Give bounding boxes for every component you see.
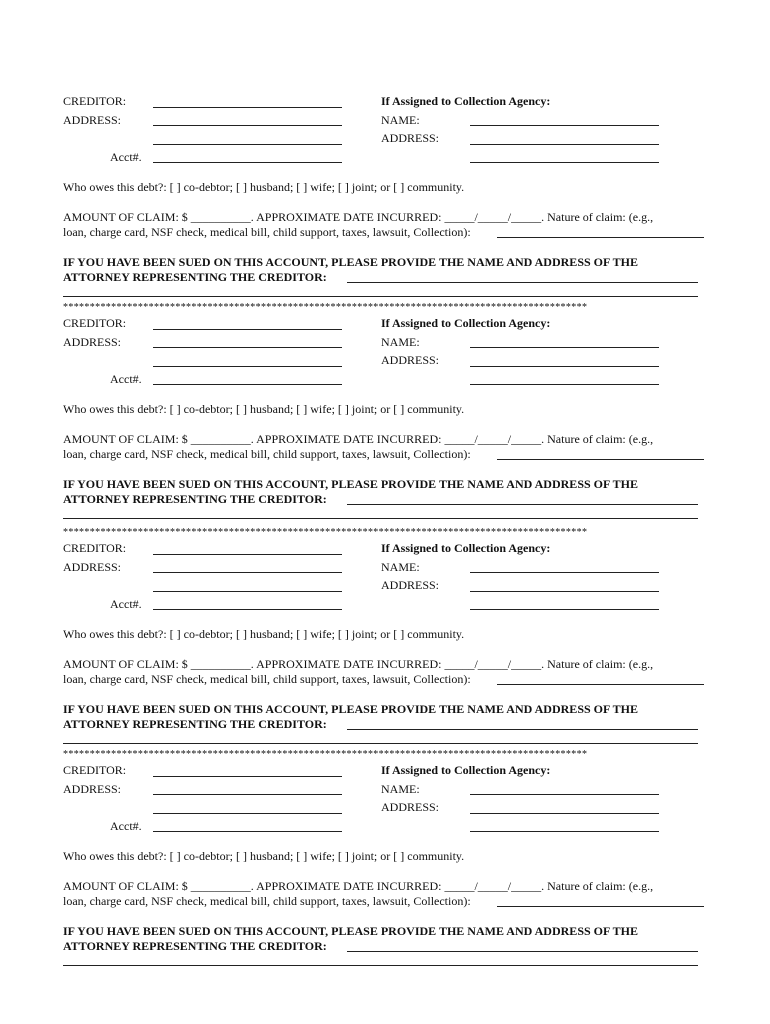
sued-line-1: IF YOU HAVE BEEN SUED ON THIS ACCOUNT, PLEASE PROVIDE THE NAME AND ADDRESS OF THE — [63, 255, 639, 269]
attorney-field-2[interactable] — [63, 965, 698, 966]
creditor-field[interactable] — [153, 107, 342, 108]
attorney-field-2[interactable] — [63, 518, 698, 519]
acct-label: Acct#. — [110, 597, 142, 611]
sued-line-2: ATTORNEY REPRESENTING THE CREDITOR: — [63, 270, 327, 284]
separator-stars: ************************************************************************************************** — [63, 527, 588, 538]
agency-heading: If Assigned to Collection Agency: — [381, 763, 551, 777]
agency-address-field-2[interactable] — [470, 831, 659, 832]
amount-line-2: loan, charge card, NSF check, medical bill, child support, taxes, lawsuit, Collection): — [63, 672, 471, 686]
creditor-field[interactable] — [153, 776, 342, 777]
creditor-field[interactable] — [153, 329, 342, 330]
acct-label: Acct#. — [110, 819, 142, 833]
amount-line-1: AMOUNT OF CLAIM: $ __________. APPROXIMATE DATE INCURRED: _____/_____/_____. Nature of claim: (e.g., — [63, 657, 654, 671]
agency-name-label: NAME: — [381, 560, 420, 574]
address-label: ADDRESS: — [63, 335, 122, 349]
acct-label: Acct#. — [110, 150, 142, 164]
amount-line-1: AMOUNT OF CLAIM: $ __________. APPROXIMATE DATE INCURRED: _____/_____/_____. Nature of claim: (e.g., — [63, 432, 654, 446]
separator-stars: ************************************************************************************************** — [63, 302, 588, 313]
sued-line-2: ATTORNEY REPRESENTING THE CREDITOR: — [63, 492, 327, 506]
who-owes-text: Who owes this debt?: [ ] co-debtor; [ ] husband; [ ] wife; [ ] joint; or [ ] community. — [63, 402, 465, 416]
acct-field[interactable] — [153, 384, 342, 385]
creditor-label: CREDITOR: — [63, 763, 127, 777]
acct-field[interactable] — [153, 162, 342, 163]
attorney-field-2[interactable] — [63, 296, 698, 297]
agency-heading: If Assigned to Collection Agency: — [381, 316, 551, 330]
agency-name-label: NAME: — [381, 113, 420, 127]
amount-line-2: loan, charge card, NSF check, medical bill, child support, taxes, lawsuit, Collection): — [63, 447, 471, 461]
creditor-label: CREDITOR: — [63, 316, 127, 330]
nature-of-claim-field[interactable] — [497, 459, 704, 460]
attorney-field-1[interactable] — [347, 504, 698, 505]
nature-of-claim-field[interactable] — [497, 237, 704, 238]
attorney-field-1[interactable] — [347, 282, 698, 283]
agency-address-field-1[interactable] — [470, 591, 659, 592]
agency-address-label: ADDRESS: — [381, 353, 440, 367]
agency-heading: If Assigned to Collection Agency: — [381, 94, 551, 108]
address-field-1[interactable] — [153, 125, 342, 126]
address-label: ADDRESS: — [63, 560, 122, 574]
who-owes-text: Who owes this debt?: [ ] co-debtor; [ ] husband; [ ] wife; [ ] joint; or [ ] community. — [63, 849, 465, 863]
address-field-2[interactable] — [153, 144, 342, 145]
address-field-2[interactable] — [153, 591, 342, 592]
sued-line-1: IF YOU HAVE BEEN SUED ON THIS ACCOUNT, PLEASE PROVIDE THE NAME AND ADDRESS OF THE — [63, 477, 639, 491]
amount-line-2: loan, charge card, NSF check, medical bill, child support, taxes, lawsuit, Collection): — [63, 894, 471, 908]
creditor-block-2 — [0, 302, 770, 538]
sued-line-2: ATTORNEY REPRESENTING THE CREDITOR: — [63, 939, 327, 953]
attorney-field-1[interactable] — [347, 951, 698, 952]
agency-address-label: ADDRESS: — [381, 578, 440, 592]
who-owes-text: Who owes this debt?: [ ] co-debtor; [ ] husband; [ ] wife; [ ] joint; or [ ] community. — [63, 627, 465, 641]
attorney-field-1[interactable] — [347, 729, 698, 730]
address-field-1[interactable] — [153, 794, 342, 795]
agency-address-field-2[interactable] — [470, 162, 659, 163]
creditor-block-4 — [0, 749, 770, 985]
attorney-field-2[interactable] — [63, 743, 698, 744]
sued-line-2: ATTORNEY REPRESENTING THE CREDITOR: — [63, 717, 327, 731]
nature-of-claim-field[interactable] — [497, 906, 704, 907]
agency-address-field-2[interactable] — [470, 384, 659, 385]
address-field-2[interactable] — [153, 813, 342, 814]
acct-field[interactable] — [153, 609, 342, 610]
agency-name-field[interactable] — [470, 125, 659, 126]
creditor-block-1 — [0, 94, 770, 316]
amount-line-2: loan, charge card, NSF check, medical bill, child support, taxes, lawsuit, Collection): — [63, 225, 471, 239]
acct-field[interactable] — [153, 831, 342, 832]
agency-heading: If Assigned to Collection Agency: — [381, 541, 551, 555]
sued-line-1: IF YOU HAVE BEEN SUED ON THIS ACCOUNT, PLEASE PROVIDE THE NAME AND ADDRESS OF THE — [63, 702, 639, 716]
agency-name-label: NAME: — [381, 335, 420, 349]
agency-address-label: ADDRESS: — [381, 131, 440, 145]
address-field-1[interactable] — [153, 347, 342, 348]
amount-line-1: AMOUNT OF CLAIM: $ __________. APPROXIMATE DATE INCURRED: _____/_____/_____. Nature of claim: (e.g., — [63, 879, 654, 893]
agency-address-label: ADDRESS: — [381, 800, 440, 814]
agency-address-field-2[interactable] — [470, 609, 659, 610]
address-label: ADDRESS: — [63, 113, 122, 127]
agency-address-field-1[interactable] — [470, 366, 659, 367]
creditor-field[interactable] — [153, 554, 342, 555]
agency-name-label: NAME: — [381, 782, 420, 796]
who-owes-text: Who owes this debt?: [ ] co-debtor; [ ] husband; [ ] wife; [ ] joint; or [ ] community. — [63, 180, 465, 194]
sued-line-1: IF YOU HAVE BEEN SUED ON THIS ACCOUNT, PLEASE PROVIDE THE NAME AND ADDRESS OF THE — [63, 924, 639, 938]
agency-name-field[interactable] — [470, 572, 659, 573]
address-label: ADDRESS: — [63, 782, 122, 796]
creditor-label: CREDITOR: — [63, 541, 127, 555]
nature-of-claim-field[interactable] — [497, 684, 704, 685]
creditor-block-3 — [0, 527, 770, 763]
address-field-2[interactable] — [153, 366, 342, 367]
address-field-1[interactable] — [153, 572, 342, 573]
acct-label: Acct#. — [110, 372, 142, 386]
agency-address-field-1[interactable] — [470, 144, 659, 145]
amount-line-1: AMOUNT OF CLAIM: $ __________. APPROXIMATE DATE INCURRED: _____/_____/_____. Nature of claim: (e.g., — [63, 210, 654, 224]
agency-name-field[interactable] — [470, 347, 659, 348]
agency-name-field[interactable] — [470, 794, 659, 795]
agency-address-field-1[interactable] — [470, 813, 659, 814]
creditor-label: CREDITOR: — [63, 94, 127, 108]
separator-stars: ************************************************************************************************** — [63, 749, 588, 760]
